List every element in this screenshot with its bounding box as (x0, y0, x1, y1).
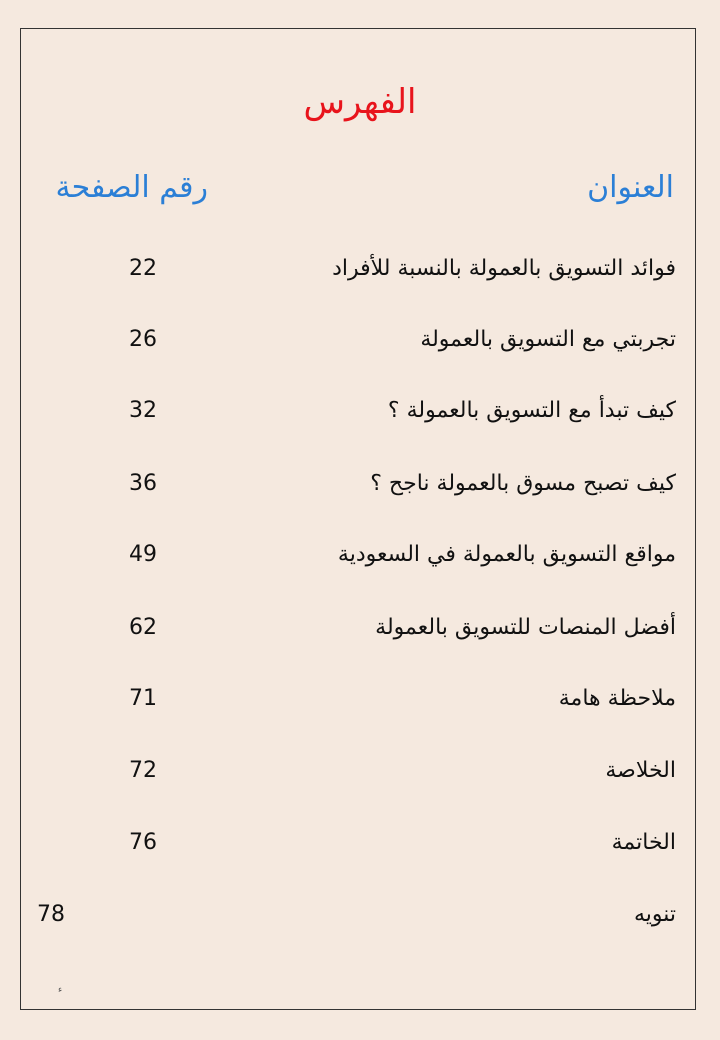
toc-entry-page: 62 (129, 615, 157, 640)
toc-entry (20, 320, 676, 360)
toc-entry (20, 249, 676, 289)
toc-entry-page: 49 (129, 542, 157, 567)
toc-entry (20, 895, 676, 935)
toc-entry-page: 72 (129, 758, 157, 783)
title-column-header: العنوان (587, 170, 674, 205)
toc-entry (20, 391, 676, 431)
toc-entry (20, 823, 676, 863)
toc-entry-page: 76 (129, 830, 157, 855)
toc-entry-page: 36 (129, 471, 157, 496)
toc-entry-title: كيف تصبح مسوق بالعمولة ناجح ؟ (370, 471, 676, 496)
toc-entry (20, 679, 676, 719)
toc-entry-page: 32 (129, 398, 157, 423)
toc-entry-title: مواقع التسويق بالعمولة في السعودية (337, 542, 676, 567)
toc-entry-page: 78 (37, 902, 65, 927)
toc-entry-title: تجربتي مع التسويق بالعمولة (420, 327, 676, 352)
toc-entry (20, 608, 676, 648)
toc-entry-title: كيف تبدأ مع التسويق بالعمولة ؟ (387, 398, 676, 423)
toc-entry (20, 535, 676, 575)
page-title: الفهرس (303, 82, 417, 122)
toc-entry-title: أفضل المنصات للتسويق بالعمولة (375, 615, 676, 640)
toc-entry-title: ملاحظة هامة (558, 686, 676, 711)
toc-entry-title: الخلاصة (605, 758, 676, 783)
footnote-mark: ء (58, 985, 63, 995)
toc-entry-page: 71 (129, 686, 157, 711)
toc-entry-title: تنويه (633, 902, 676, 927)
toc-entry-page: 22 (129, 256, 157, 281)
page-column-header: رقم الصفحة (55, 170, 208, 205)
toc-entry-title: فوائد التسويق بالعمولة بالنسبة للأفراد (332, 256, 676, 281)
toc-entry (20, 751, 676, 791)
toc-entry-page: 26 (129, 327, 157, 352)
toc-entry (20, 464, 676, 504)
toc-entry-title: الخاتمة (611, 830, 676, 855)
